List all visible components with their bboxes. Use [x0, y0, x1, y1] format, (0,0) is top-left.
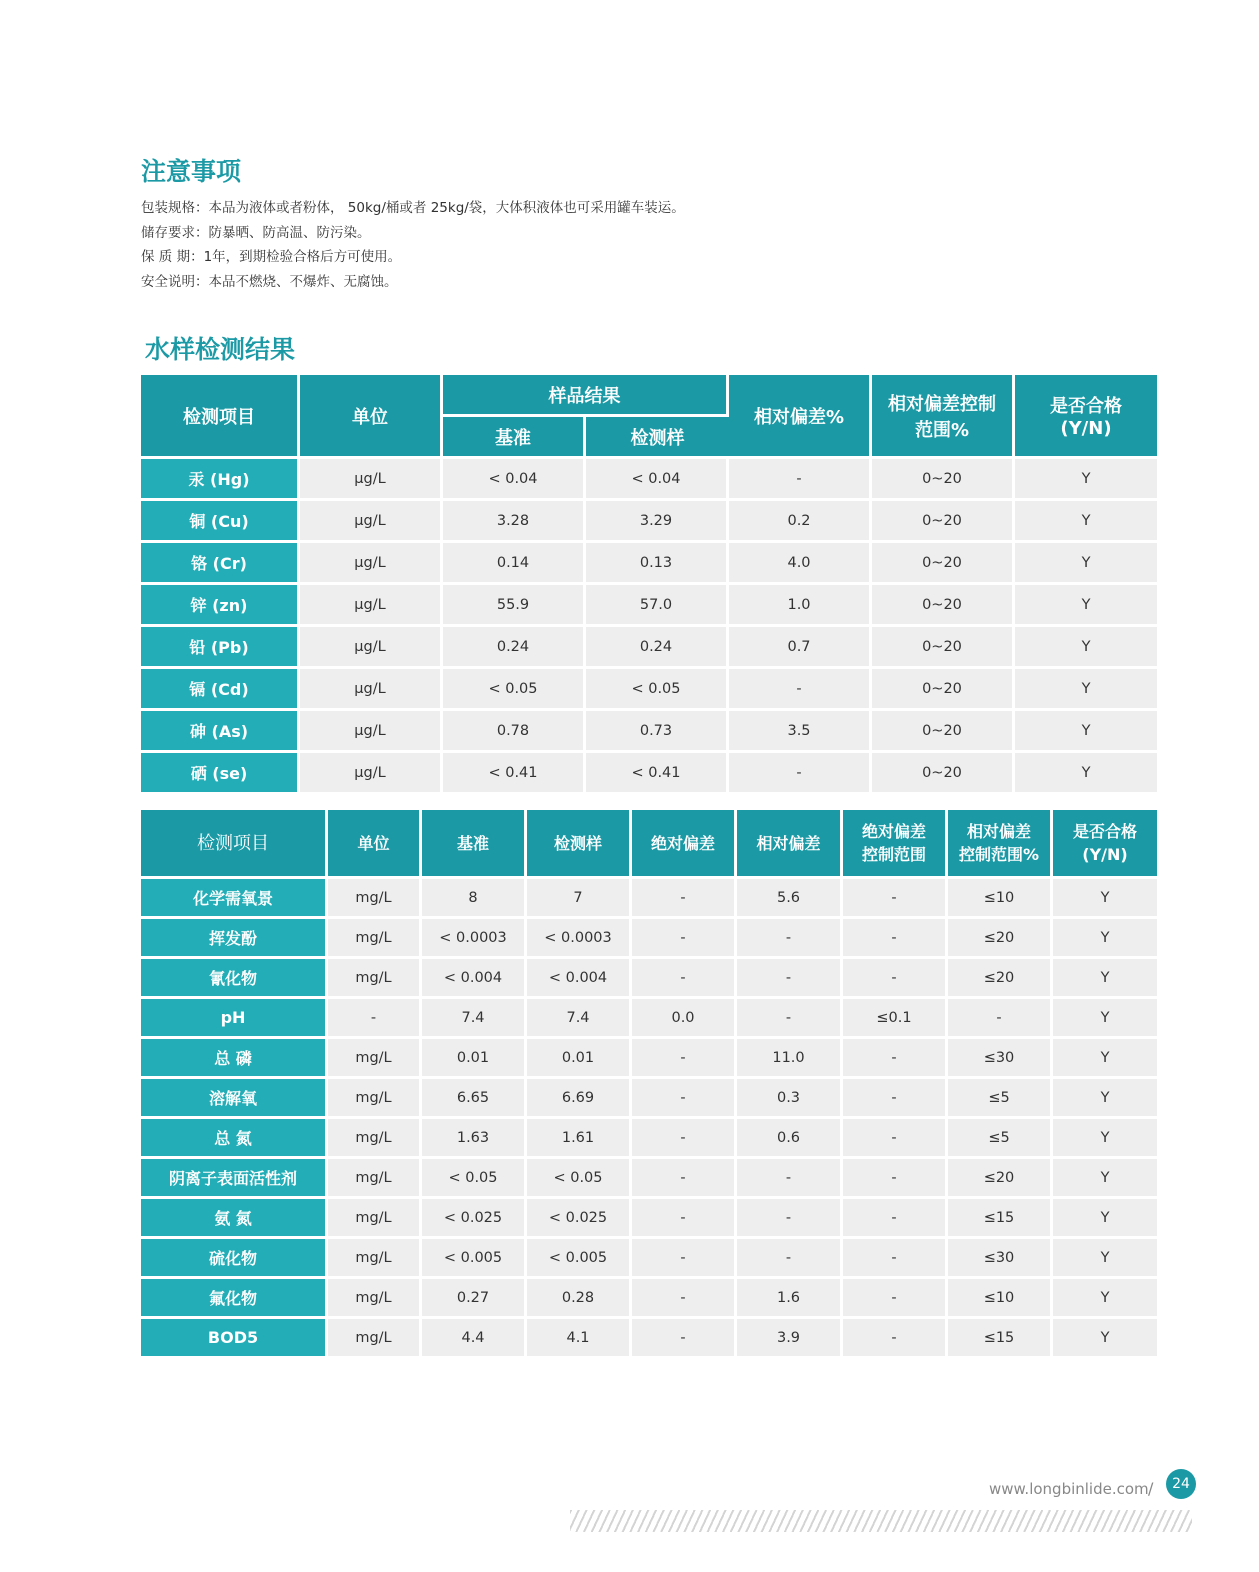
cell-baseline: 0.01 [422, 1039, 527, 1079]
cell-abs-dev: - [632, 1279, 737, 1319]
cell-baseline: 55.9 [443, 585, 586, 627]
table-row [141, 459, 1157, 501]
cell-rel-range: ≤10 [948, 1279, 1053, 1319]
results-title: 水样检测结果 [145, 335, 296, 364]
cell-abs-range: - [843, 1199, 948, 1239]
cell-unit: μg/L [300, 627, 443, 669]
cell-rel-dev: 3.9 [737, 1319, 843, 1359]
header-qualified [1053, 810, 1157, 879]
table-row [141, 879, 1157, 919]
cell-item: 化学需氧景 [141, 879, 328, 919]
cell-rel-range: ≤30 [948, 1239, 1053, 1279]
cell-item: 溶解氧 [141, 1079, 328, 1119]
cell-item: 硒 (se) [141, 753, 300, 795]
cell-item: 氰化物 [141, 959, 328, 999]
cell-ok: Y [1015, 753, 1157, 795]
cell-rel-dev: - [737, 1159, 843, 1199]
cell-test: 0.24 [586, 627, 729, 669]
table-row [141, 1039, 1157, 1079]
cell-rel-dev: - [737, 999, 843, 1039]
cell-rel-range: ≤20 [948, 1159, 1053, 1199]
cell-test: 4.1 [527, 1319, 632, 1359]
cell-ok: Y [1015, 543, 1157, 585]
cell-unit: μg/L [300, 711, 443, 753]
header-sample-result: 样品结果 [443, 375, 729, 417]
cell-ok: Y [1053, 1279, 1157, 1319]
cell-rel-range: ≤10 [948, 879, 1053, 919]
cell-baseline: < 0.41 [443, 753, 586, 795]
cell-ok: Y [1053, 959, 1157, 999]
cell-item: 镉 (Cd) [141, 669, 300, 711]
cell-baseline: < 0.04 [443, 459, 586, 501]
cell-unit: - [328, 999, 422, 1039]
cell-range: 0~20 [872, 669, 1015, 711]
cell-item: pH [141, 999, 328, 1039]
header-rel-dev-range [872, 375, 1015, 459]
table-row [141, 585, 1157, 627]
header-qualified-line2: (Y/N) [1082, 845, 1128, 864]
table-row [141, 959, 1157, 999]
cell-rel-dev: 1.0 [729, 585, 872, 627]
cell-test: 3.29 [586, 501, 729, 543]
table-row [141, 543, 1157, 585]
cell-baseline: 6.65 [422, 1079, 527, 1119]
cell-item: 铬 (Cr) [141, 543, 300, 585]
cell-rel-dev: 3.5 [729, 711, 872, 753]
cell-test: < 0.025 [527, 1199, 632, 1239]
cell-item: 氨 氮 [141, 1199, 328, 1239]
cell-rel-dev: - [737, 919, 843, 959]
decorative-stripes [570, 1510, 1192, 1532]
header-baseline: 基准 [443, 417, 586, 459]
cell-item: 砷 (As) [141, 711, 300, 753]
header-qualified [1015, 375, 1157, 459]
cell-rel-range: ≤5 [948, 1119, 1053, 1159]
cell-unit: mg/L [328, 1199, 422, 1239]
header-rel-dev: 相对偏差 [737, 810, 843, 879]
cell-test: 57.0 [586, 585, 729, 627]
cell-test: < 0.04 [586, 459, 729, 501]
cell-test: < 0.0003 [527, 919, 632, 959]
footer-url[interactable]: www.longbinlide.com [989, 1480, 1149, 1498]
cell-item: 氟化物 [141, 1279, 328, 1319]
cell-test: 7 [527, 879, 632, 919]
cell-rel-range: ≤20 [948, 959, 1053, 999]
cell-test: 6.69 [527, 1079, 632, 1119]
cell-baseline: 3.28 [443, 501, 586, 543]
cell-range: 0~20 [872, 585, 1015, 627]
cell-abs-range: - [843, 1039, 948, 1079]
header-test: 检测样 [586, 417, 729, 459]
table-row [141, 627, 1157, 669]
cell-ok: Y [1053, 1079, 1157, 1119]
table-row [141, 1119, 1157, 1159]
header-unit: 单位 [300, 375, 443, 459]
cell-abs-dev: - [632, 959, 737, 999]
water-quality-table [141, 810, 1157, 1359]
cell-ok: Y [1053, 999, 1157, 1039]
table-row [141, 1279, 1157, 1319]
cell-unit: mg/L [328, 1039, 422, 1079]
cell-rel-range: - [948, 999, 1053, 1039]
cell-unit: mg/L [328, 1119, 422, 1159]
cell-rel-dev: 0.7 [729, 627, 872, 669]
table-row [141, 1239, 1157, 1279]
cell-range: 0~20 [872, 753, 1015, 795]
header-abs-range-line2: 控制范围 [861, 845, 926, 864]
header-rel-range-line2: 控制范围% [958, 845, 1040, 864]
cell-ok: Y [1053, 1199, 1157, 1239]
cell-abs-dev: - [632, 1239, 737, 1279]
cell-item: 阴离子表面活性剂 [141, 1159, 328, 1199]
cell-unit: mg/L [328, 1079, 422, 1119]
cell-ok: Y [1053, 1159, 1157, 1199]
cell-abs-range: ≤0.1 [843, 999, 948, 1039]
cell-abs-range: - [843, 1159, 948, 1199]
header-item: 检测项目 [141, 810, 328, 879]
cell-abs-range: - [843, 879, 948, 919]
cell-baseline: 7.4 [422, 999, 527, 1039]
table-row [141, 919, 1157, 959]
cell-unit: μg/L [300, 585, 443, 627]
header-abs-range [843, 810, 948, 879]
cell-rel-range: ≤15 [948, 1319, 1053, 1359]
cell-rel-dev: 0.3 [737, 1079, 843, 1119]
page-number-badge: 24 [1166, 1469, 1196, 1499]
table-row [141, 669, 1157, 711]
cell-item: 硫化物 [141, 1239, 328, 1279]
cell-test: 0.01 [527, 1039, 632, 1079]
cell-baseline: < 0.0003 [422, 919, 527, 959]
cell-rel-dev: - [729, 459, 872, 501]
cell-rel-range: ≤30 [948, 1039, 1053, 1079]
cell-ok: Y [1015, 501, 1157, 543]
cell-rel-dev: 4.0 [729, 543, 872, 585]
header-abs-range-line1: 绝对偏差 [861, 822, 926, 841]
cell-rel-dev: - [737, 1239, 843, 1279]
note-shelf-life: 保 质 期：1年，到期检验合格后方可使用。 [141, 249, 402, 265]
note-packaging: 包装规格：本品为液体或者粉体， 50kg/桶或者 25kg/袋，大体积液体也可采用罐车装运。 [141, 200, 685, 216]
header-qualified-line1: 是否合格 [1072, 822, 1137, 841]
cell-item: 铜 (Cu) [141, 501, 300, 543]
cell-range: 0~20 [872, 711, 1015, 753]
cell-rel-dev: 0.6 [737, 1119, 843, 1159]
cell-baseline: 4.4 [422, 1319, 527, 1359]
cell-baseline: 0.78 [443, 711, 586, 753]
cell-rel-dev: 0.2 [729, 501, 872, 543]
cell-unit: μg/L [300, 501, 443, 543]
cell-test: < 0.05 [527, 1159, 632, 1199]
cell-ok: Y [1053, 879, 1157, 919]
cell-unit: μg/L [300, 459, 443, 501]
header-rel-dev: 相对偏差% [729, 375, 872, 459]
cell-range: 0~20 [872, 501, 1015, 543]
header-rel-dev-range-line1: 相对偏差控制 [888, 393, 996, 415]
cell-range: 0~20 [872, 459, 1015, 501]
cell-ok: Y [1053, 1239, 1157, 1279]
cell-test: 0.28 [527, 1279, 632, 1319]
cell-ok: Y [1053, 1039, 1157, 1079]
cell-test: 0.13 [586, 543, 729, 585]
cell-test: < 0.05 [586, 669, 729, 711]
cell-test: < 0.005 [527, 1239, 632, 1279]
cell-item: 汞 (Hg) [141, 459, 300, 501]
cell-test: 1.61 [527, 1119, 632, 1159]
cell-item: 总 磷 [141, 1039, 328, 1079]
cell-ok: Y [1053, 1319, 1157, 1359]
header-test: 检测样 [527, 810, 632, 879]
cell-test: 0.73 [586, 711, 729, 753]
cell-abs-range: - [843, 1319, 948, 1359]
cell-abs-range: - [843, 919, 948, 959]
footer-separator: / [1148, 1479, 1154, 1498]
cell-abs-dev: - [632, 1199, 737, 1239]
header-abs-dev: 绝对偏差 [632, 810, 737, 879]
cell-ok: Y [1015, 711, 1157, 753]
cell-unit: μg/L [300, 543, 443, 585]
notes-list [141, 196, 685, 294]
cell-ok: Y [1015, 669, 1157, 711]
note-storage: 储存要求：防暴晒、防高温、防污染。 [141, 224, 371, 241]
cell-unit: mg/L [328, 879, 422, 919]
cell-abs-dev: - [632, 1039, 737, 1079]
cell-unit: μg/L [300, 753, 443, 795]
cell-abs-dev: - [632, 879, 737, 919]
cell-ok: Y [1053, 1119, 1157, 1159]
cell-item: 锌 (zn) [141, 585, 300, 627]
heavy-metal-table [141, 375, 1157, 795]
cell-range: 0~20 [872, 627, 1015, 669]
header-baseline: 基准 [422, 810, 527, 879]
cell-item: BOD5 [141, 1319, 328, 1359]
cell-baseline: < 0.004 [422, 959, 527, 999]
cell-unit: mg/L [328, 1159, 422, 1199]
cell-rel-dev: 11.0 [737, 1039, 843, 1079]
cell-abs-dev: 0.0 [632, 999, 737, 1039]
cell-baseline: < 0.05 [443, 669, 586, 711]
cell-abs-range: - [843, 959, 948, 999]
cell-range: 0~20 [872, 543, 1015, 585]
cell-baseline: 1.63 [422, 1119, 527, 1159]
cell-baseline: < 0.005 [422, 1239, 527, 1279]
header-qualified-line2: (Y/N) [1060, 418, 1112, 439]
cell-rel-range: ≤20 [948, 919, 1053, 959]
cell-ok: Y [1015, 627, 1157, 669]
table-row [141, 1159, 1157, 1199]
cell-rel-dev: - [729, 753, 872, 795]
notes-title: 注意事项 [141, 157, 242, 186]
cell-baseline: < 0.05 [422, 1159, 527, 1199]
cell-ok: Y [1015, 459, 1157, 501]
table-row [141, 501, 1157, 543]
header-rel-dev-range-line2: 范围% [914, 419, 970, 441]
cell-rel-dev: 5.6 [737, 879, 843, 919]
cell-unit: μg/L [300, 669, 443, 711]
table-row [141, 753, 1157, 795]
table-row [141, 999, 1157, 1039]
header-rel-range [948, 810, 1053, 879]
table-row [141, 711, 1157, 753]
cell-abs-dev: - [632, 1079, 737, 1119]
cell-baseline: < 0.025 [422, 1199, 527, 1239]
header-unit: 单位 [328, 810, 422, 879]
cell-baseline: 0.14 [443, 543, 586, 585]
cell-abs-dev: - [632, 919, 737, 959]
header-rel-range-line1: 相对偏差 [966, 822, 1031, 841]
cell-baseline: 8 [422, 879, 527, 919]
cell-item: 总 氮 [141, 1119, 328, 1159]
table-row [141, 1079, 1157, 1119]
cell-rel-range: ≤5 [948, 1079, 1053, 1119]
cell-abs-range: - [843, 1119, 948, 1159]
cell-rel-range: ≤15 [948, 1199, 1053, 1239]
cell-abs-range: - [843, 1079, 948, 1119]
cell-ok: Y [1015, 585, 1157, 627]
header-item: 检测项目 [141, 375, 300, 459]
cell-abs-dev: - [632, 1319, 737, 1359]
cell-unit: mg/L [328, 919, 422, 959]
table-row [141, 1199, 1157, 1239]
cell-unit: mg/L [328, 1279, 422, 1319]
cell-ok: Y [1053, 919, 1157, 959]
cell-rel-dev: - [737, 1199, 843, 1239]
cell-unit: mg/L [328, 1239, 422, 1279]
cell-rel-dev: - [737, 959, 843, 999]
cell-test: < 0.004 [527, 959, 632, 999]
cell-baseline: 0.24 [443, 627, 586, 669]
header-qualified-line1: 是否合格 [1050, 396, 1122, 417]
cell-rel-dev: 1.6 [737, 1279, 843, 1319]
cell-abs-range: - [843, 1279, 948, 1319]
cell-item: 挥发酚 [141, 919, 328, 959]
cell-test: 7.4 [527, 999, 632, 1039]
cell-abs-dev: - [632, 1119, 737, 1159]
cell-abs-range: - [843, 1239, 948, 1279]
cell-unit: mg/L [328, 959, 422, 999]
cell-item: 铅 (Pb) [141, 627, 300, 669]
table-row [141, 1319, 1157, 1359]
note-safety: 安全说明：本品不燃烧、不爆炸、无腐蚀。 [141, 273, 398, 290]
cell-baseline: 0.27 [422, 1279, 527, 1319]
cell-rel-dev: - [729, 669, 872, 711]
cell-abs-dev: - [632, 1159, 737, 1199]
cell-test: < 0.41 [586, 753, 729, 795]
cell-unit: mg/L [328, 1319, 422, 1359]
